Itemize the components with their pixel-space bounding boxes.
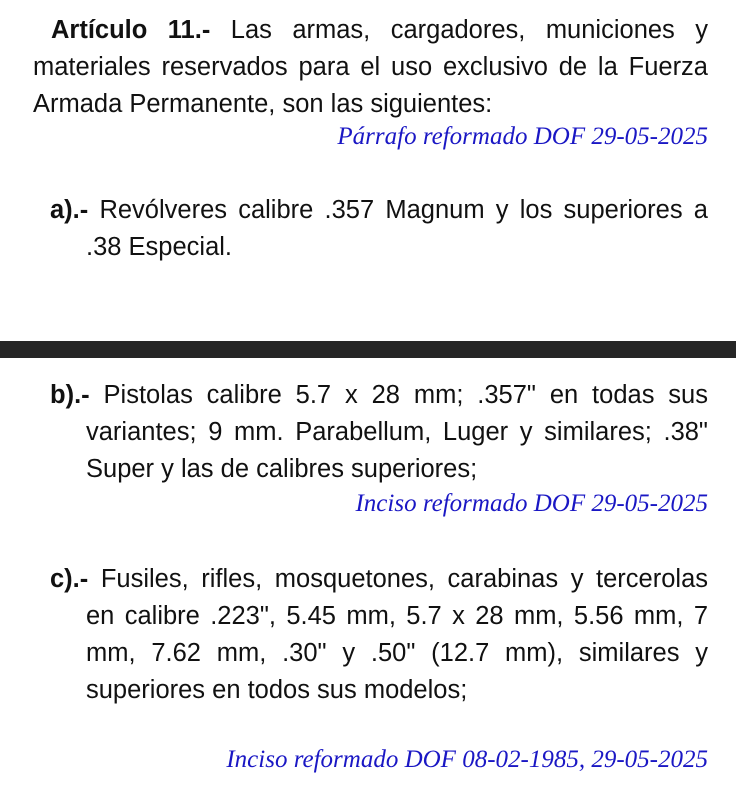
article-reform-note: Párrafo reformado DOF 29-05-2025 [337, 123, 708, 150]
item-c-marker: c).- [50, 565, 89, 593]
item-b-text: Pistolas calibre 5.7 x 28 mm; .357" en todas sus variantes; 9 mm. Parabellum, Luger y similares; .38" Super y las de calibres superiores; [86, 381, 708, 483]
page-section-top [0, 0, 736, 341]
article-heading: Artículo 11.- [51, 16, 211, 44]
item-c-text: Fusiles, rifles, mosquetones, carabinas y tercerolas en calibre .223", 5.45 mm, 5.7 x 28 mm, 5.56 mm, 7 mm, 7.62 mm, .30" y .50" (12.7 mm), similares y superiores en todos sus modelos; [86, 565, 708, 704]
item-b-reform-note: Inciso reformado DOF 29-05-2025 [355, 490, 708, 517]
item-b-marker: b).- [50, 381, 90, 409]
item-a-paragraph [50, 192, 708, 266]
item-c-reform-note: Inciso reformado DOF 08-02-1985, 29-05-2025 [226, 746, 708, 773]
article-text: Las armas, cargadores, municiones y materiales reservados para el uso exclusivo de la Fuerza Armada Permanente, son las siguientes: [33, 16, 708, 118]
item-a-text: Revólveres calibre .357 Magnum y los superiores a .38 Especial. [86, 196, 708, 261]
item-b-paragraph [50, 377, 708, 488]
item-a-marker: a).- [50, 196, 89, 224]
page-break-divider [0, 341, 736, 358]
item-c-paragraph [50, 561, 708, 709]
article-11-paragraph [33, 12, 708, 123]
